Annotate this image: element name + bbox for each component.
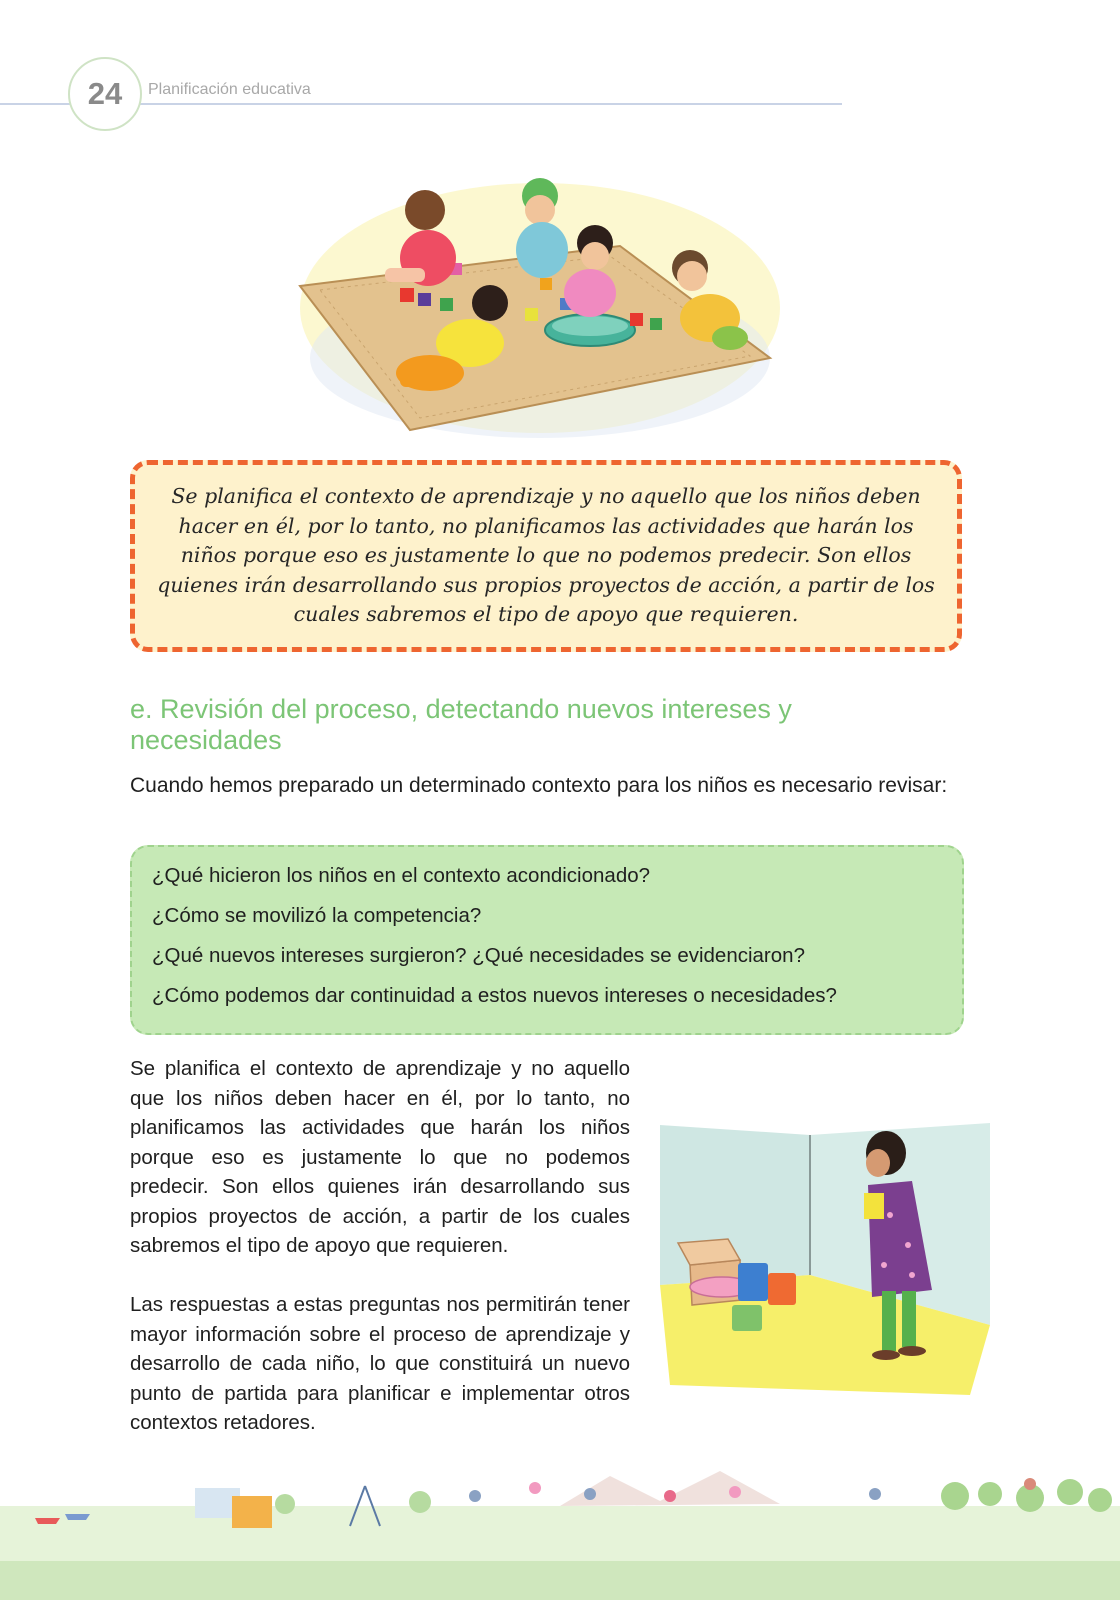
question-item: ¿Cómo se movilizó la competencia?: [152, 904, 482, 927]
body-paragraph-2: Las respuestas a estas preguntas nos permitirán tener mayor información sobre el proceso de aprendizaje y desarrollo de cada niño, lo que constituirá un nuevo punto de partida para planificar e implementar otros contextos retadores.: [130, 1293, 630, 1434]
footer-landscape: [0, 1466, 1120, 1600]
children-blocks-illustration: [290, 168, 790, 448]
quote-text: Se planifica el contexto de aprendizaje y no aquello que los niños deben hacer en él, por lo tanto, no planificamos las actividades que harán los niños porque eso es justamente lo que no podemos predecir. Son ellos quienes irán desarrollando sus propios proyectos de acción, a partir de los cuales sabremos el tipo de apoyo que requieren.: [157, 484, 935, 627]
questions-box: [130, 845, 964, 1035]
page-number: 24: [68, 57, 142, 131]
section-heading: e. Revisión del proceso, detectando nuevos intereses y necesidades: [130, 694, 792, 755]
highlight-quote-box: [130, 460, 962, 652]
question-item: ¿Qué nuevos intereses surgieron? ¿Qué necesidades se evidenciaron?: [152, 944, 805, 967]
question-item: ¿Qué hicieron los niños en el contexto acondicionado?: [152, 864, 651, 887]
question-item: ¿Cómo podemos dar continuidad a estos nuevos intereses o necesidades?: [152, 984, 837, 1007]
intro-paragraph: Cuando hemos preparado un determinado contexto para los niños es necesario revisar:: [130, 774, 948, 797]
running-title: Planificación educativa: [148, 81, 311, 98]
girl-corner-illustration: [650, 1115, 1000, 1405]
body-paragraph-1: Se planifica el contexto de aprendizaje y no aquello que los niños deben hacer en él, por lo tanto, no planificamos las actividades que harán los niños porque eso es justamente lo que no podemos predecir. Son ellos quienes irán desarrollando sus propios proyectos de acción, a partir de los cuales sabremos el tipo de apoyo que requieren.: [130, 1057, 630, 1257]
